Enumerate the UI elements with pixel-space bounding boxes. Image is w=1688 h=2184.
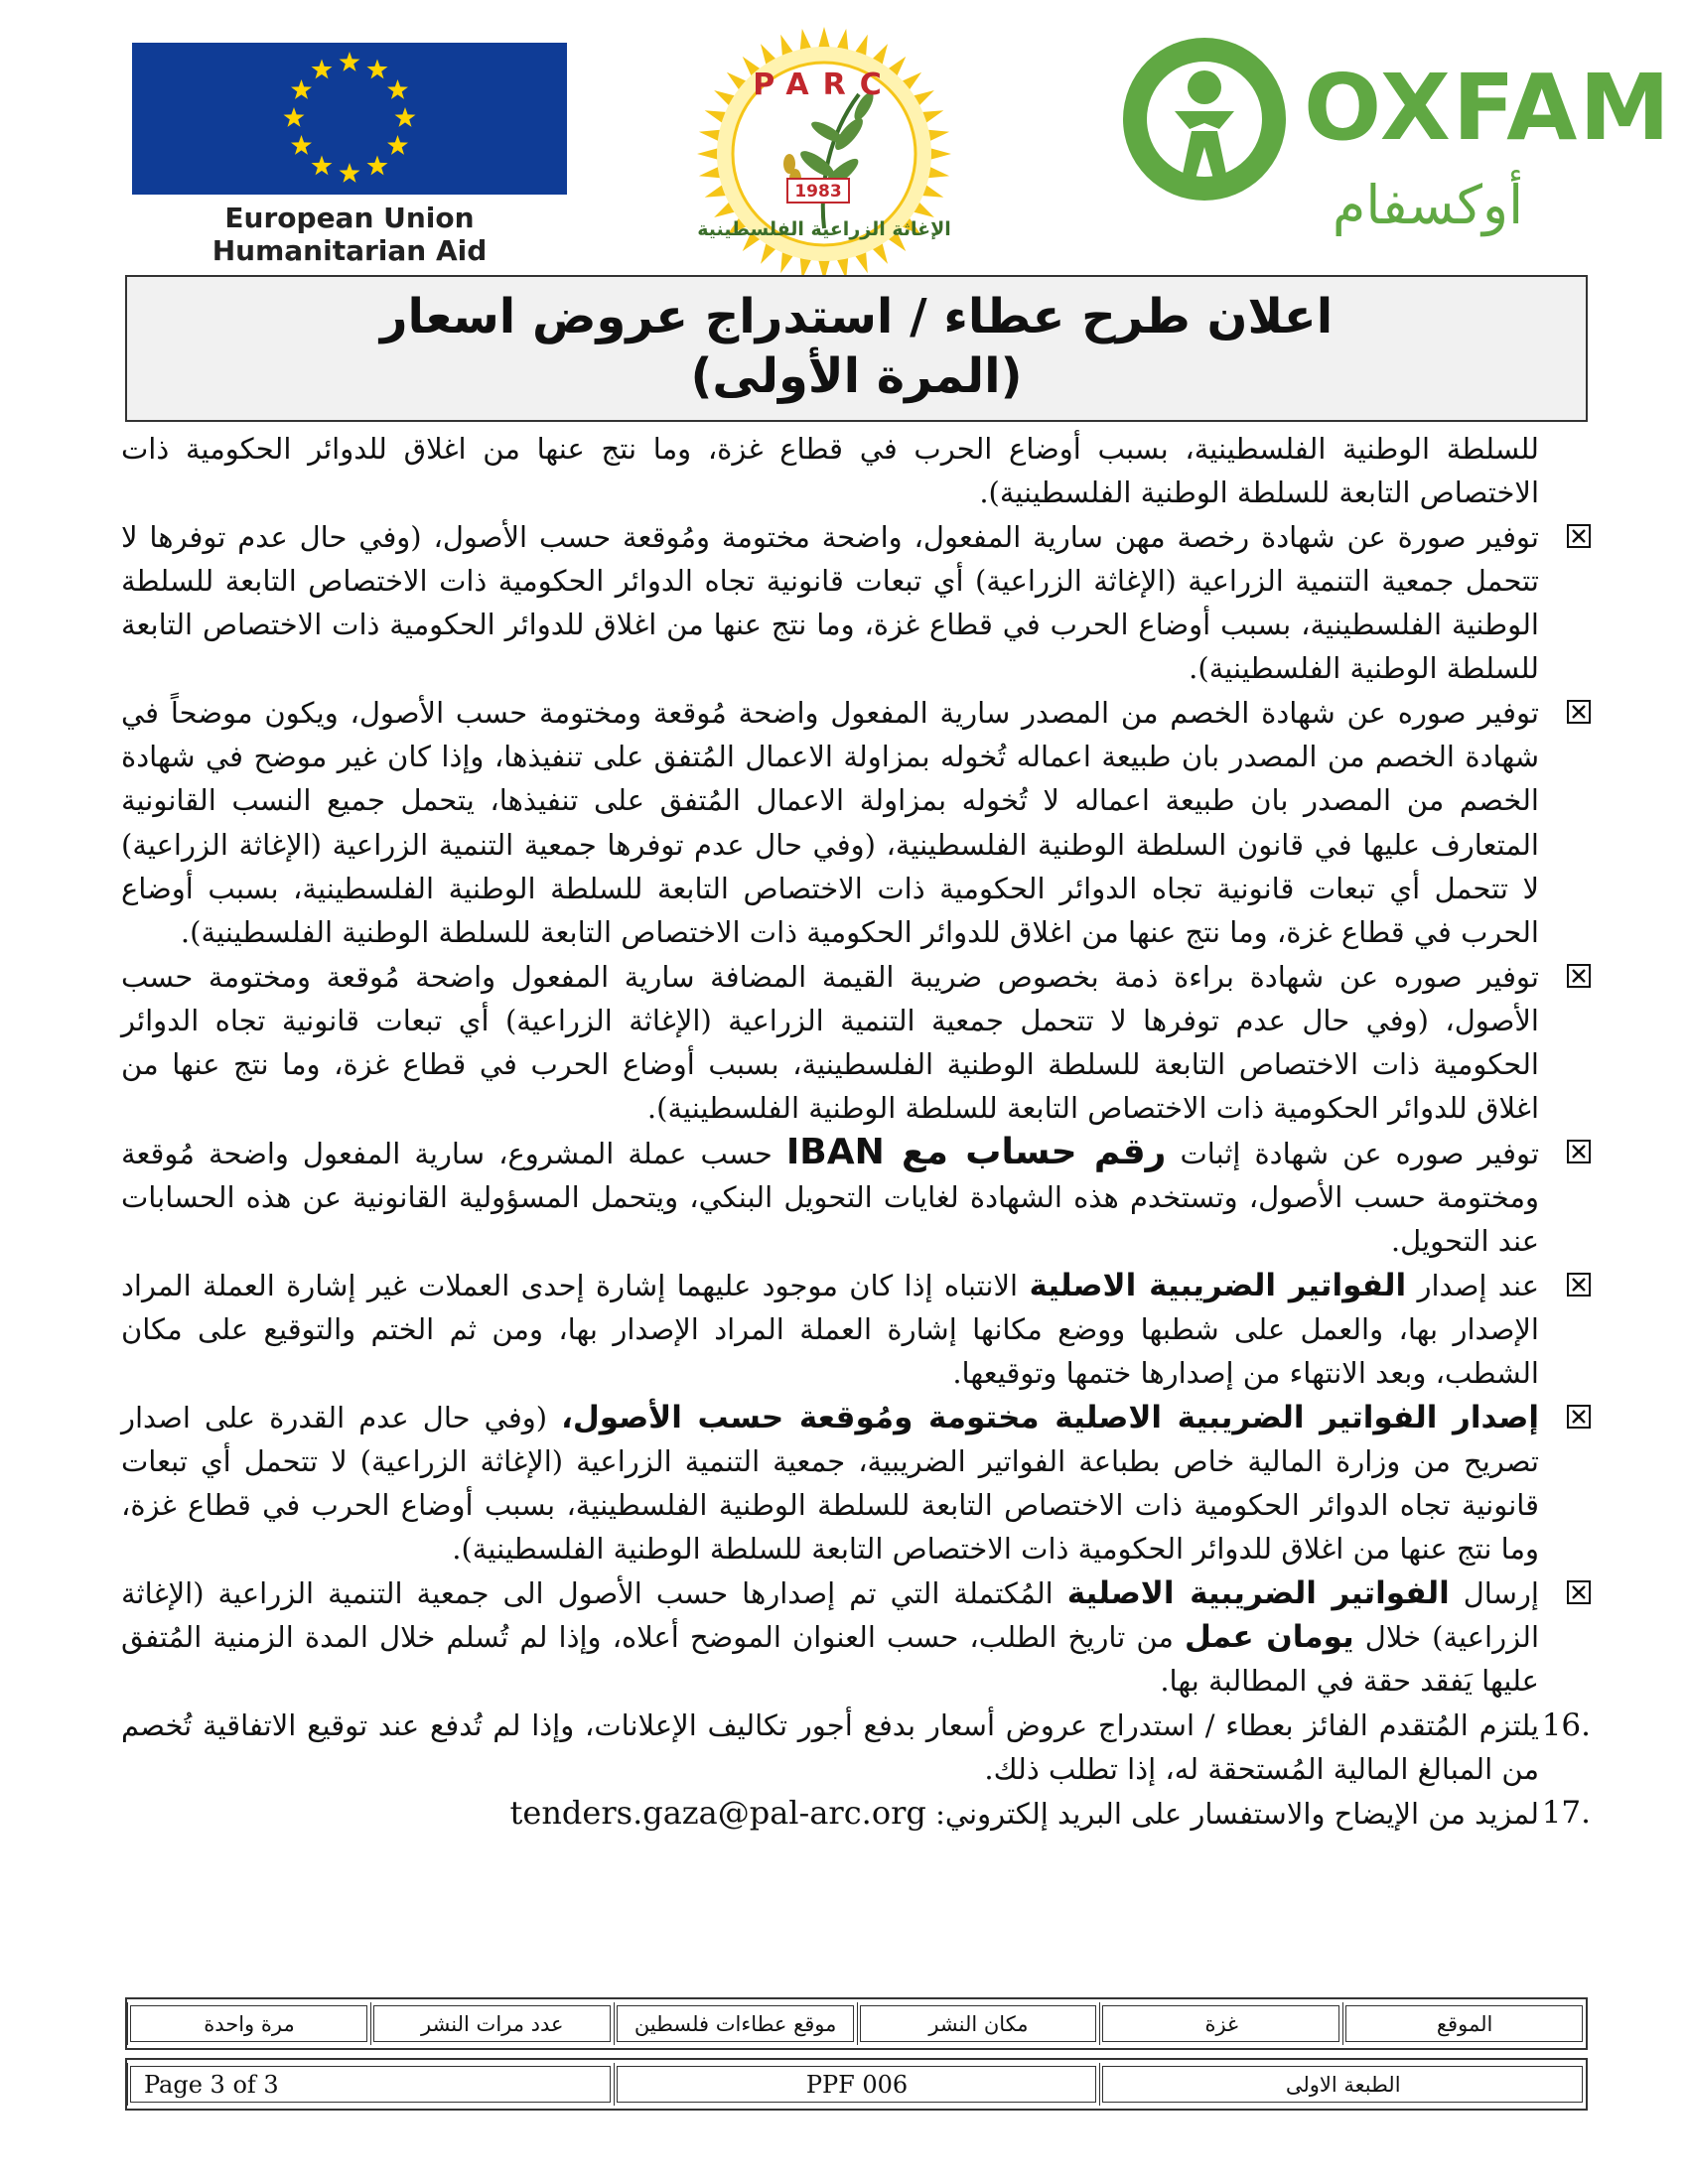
requirement-item-invoice-issue [121,1396,1591,1571]
eu-star-icon [291,135,312,155]
eu-stars-icon [132,43,567,195]
parc-letters: PARC [753,68,896,102]
requirement-text: الانتباه إذا كان موجود عليهما إشارة إحدى العملات غير إشارة العملة المراد الإصدار بها، والعمل على شطبها ووضع مكانها إشارة العملة المراد الإصدار بها، ومن ثم الختم والتوقيع على مكان الشطب، وبعد الانتهاء من إصدارها ختمها وتوقيعها. [121,1268,1539,1391]
requirement-text: توفير صوره عن شهادة الخصم من المصدر سارية المفعول واضحة مُوقعة ومختومة حسب الأصول، ويكون موضحاً في شهادة الخصم من المصدر بان طبيعة اعماله تُخوله بمزاولة الاعمال المُتفق على تنفيذها، وإذا كان غير موضح في شهادة الخصم من المصدر بان طبيعة اعماله لا تُخوله بمزاولة الاعمال المُتفق على تنفيذها، يتحمل جميع النسب القانونية المتعارف عليها في قانون السلطة الوطنية الفلسطينية، (وفي حال عدم توفرها جمعية التنمية الزراعية (الإغاثة الزراعية) لا تتحمل أي تبعات قانونية تجاه الدوائر الحكومية ذات الاختصاص التابعة للسلطة الوطنية الفلسطينية، بسبب أوضاع الحرب في قطاع غزة، وما نتج عنها من اغلاق للدوائر الحكومية ذات الاختصاص التابعة للسلطة الوطنية الفلسطينية). [121,695,1539,950]
requirement-item-vat-clearance [121,955,1591,1131]
requirement-text: إرسال [1463,1575,1539,1610]
parc-year: 1983 [794,182,842,202]
requirement-item-iban [121,1131,1591,1264]
footer-cell-publish-place-label: مكان النشر [857,2002,1100,2045]
requirement-emphasis: الفواتير الضريبية الاصلية [1066,1574,1450,1611]
requirement-emphasis: يومان عمل [1185,1619,1354,1656]
requirement-text: توفير صورة عن شهادة رخصة مهن سارية المفعول، واضحة مختومة ومُوقعة حسب الأصول، (وفي حال عدم توفرها لا تتحمل جمعية التنمية الزراعية (الإغاثة الزراعية) أي تبعات قانونية تجاه الدوائر الحكومية ذات الاختصاص التابعة للسلطة الوطنية الفلسطينية، بسبب أوضاع الحرب في قطاع غزة، وما نتج عنها من اغلاق للدوائر الحكومية ذات الاختصاص التابعة للسلطة الوطنية الفلسطينية). [121,519,1539,686]
checked-box-icon [1567,964,1591,988]
footer-document-row [125,2058,1588,2111]
requirement-emphasis: إصدار الفواتير الضريبية الاصلية مختومة ومُوقعة حسب الأصول، [561,1399,1539,1435]
announcement-title: اعلان طرح عطاء / استدراج عروض اسعار [379,289,1334,344]
footer-page-number: Page 3 of 3 [127,2063,614,2106]
footer-edition: الطبعة الاولى [1099,2063,1586,2106]
requirement-text: المُكتملة التي تم إصدارها حسب الأصول الى جمعية التنمية الزراعية (الإغاثة الزراعية) خلال [121,1575,1540,1655]
contact-email-link[interactable]: tenders.gaza@pal-arc.org [509,1794,926,1833]
header-logos [0,0,1688,273]
footer-cell-publish-count-label: عدد مرات النشر [370,2002,614,2045]
eu-star-icon [312,60,333,79]
eu-star-icon [340,52,360,71]
announcement-subtitle: (المرة الأولى) [690,348,1023,404]
footer-cell-publish-place-value: موقع عطاءات فلسطين [614,2002,857,2045]
announcement-title-box [125,275,1588,422]
checked-box-icon [1567,1580,1591,1604]
oxfam-wordmark: OXFAM [1304,55,1672,161]
continued-paragraph: للسلطة الوطنية الفلسطينية، بسبب أوضاع الحرب في قطاع غزة، وما نتج عنها من اغلاق للدوائر الحكومية ذات الاختصاص التابعة للسلطة الوطنية الفلسطينية). [121,432,1539,510]
parc-sun-emblem-icon [621,25,1028,283]
numbered-item-16 [121,1704,1591,1792]
footer-doc-code: PPF 006 [614,2063,1100,2106]
item-number: 17. [1541,1795,1591,1832]
eu-caption: European Union Humanitarian Aid [211,202,488,267]
requirement-item-invoice-currency [121,1264,1591,1396]
requirement-item-withholding-tax [121,691,1591,955]
footer-cell-location-value: غزة [1099,2002,1342,2045]
requirements-body [121,427,1591,1837]
footer-cell-location-label: الموقع [1342,2002,1586,2045]
eu-star-icon [312,156,333,176]
requirement-text: من تاريخ الطلب، حسب العنوان الموضح أعلاه، وإذا لم تُسلم خلال المدة الزمنية المُتفق عليها يَفقد حقة في المطالبة بها. [121,1620,1539,1699]
eu-star-icon [284,107,305,127]
requirement-text: عند إصدار [1417,1268,1540,1302]
requirement-text: (وفي حال عدم القدرة على اصدار تصريح من وزارة المالية خاص بطباعة الفواتير الضريبية، جمعية التنمية الزراعية (الإغاثة الزراعية) لا تتحمل أي تبعات قانونية تجاه الدوائر الحكومية ذات الاختصاص التابعة للسلطة الوطنية الفلسطينية، بسبب أوضاع الحرب في قطاع غزة، وما نتج عنها من اغلاق للدوائر الحكومية ذات الاختصاص التابعة للسلطة الوطنية الفلسطينية). [121,1400,1539,1567]
footer-publication-row [125,1997,1588,2050]
numbered-item-17 [121,1791,1591,1836]
requirement-item-invoice-send [121,1571,1591,1704]
eu-star-icon [387,79,408,99]
numbered-item-text: لمزيد من الإيضاح والاستفسار على البريد إلكتروني: [935,1797,1539,1832]
checked-box-icon [1567,1405,1591,1429]
eu-star-icon [395,107,416,127]
parc-arabic-name: الإغاثة الزراعية الفلسطينية [697,218,951,240]
requirement-text: حسب عملة المشروع، سارية المفعول واضحة مُوقعة ومختومة حسب الأصول، وتستخدم هذه الشهادة لغايات التحويل البنكي، ويتحمل المسؤولية القانونية عن هذه الحسابات عند التحويل. [121,1136,1539,1259]
eu-flag-logo [132,43,567,195]
oxfam-arabic-wordmark: أوكسفام [1332,174,1524,236]
eu-star-icon [340,163,360,183]
checked-box-icon [1567,1140,1591,1163]
requirement-item-license [121,515,1591,691]
eu-star-icon [291,79,312,99]
checked-box-icon [1567,1273,1591,1297]
eu-star-icon [367,60,388,79]
parc-logo [621,25,1028,283]
numbered-item-text: يلتزم المُتقدم الفائز بعطاء / استدراج عروض أسعار بدفع أجور تكاليف الإعلانات، وإذا لم تُدفع عند توقيع الاتفاقية تُخصم من المبالغ المالية المُستحقة له، إذا تطلب ذلك. [121,1707,1539,1786]
requirement-emphasis: رقم حساب مع IBAN [785,1131,1167,1172]
checked-box-icon [1567,700,1591,724]
requirement-emphasis: الفواتير الضريبية الاصلية [1029,1267,1407,1303]
eu-star-icon [387,135,408,155]
footer-cell-publish-count-value: مرة واحدة [127,2002,370,2045]
item-number: 16. [1541,1706,1591,1743]
requirement-text: توفير صوره عن شهادة إثبات [1180,1136,1540,1170]
requirement-text: توفير صوره عن شهادة براءة ذمة بخصوص ضريبة القيمة المضافة سارية المفعول واضحة مُوقعة ومختومة حسب الأصول، (وفي حال عدم توفرها لا تتحمل جمعية التنمية الزراعية (الإغاثة الزراعية) أي تبعات قانونية تجاه الدوائر الحكومية ذات الاختصاص التابعة للسلطة الوطنية الفلسطينية، بسبب أوضاع الحرب في قطاع غزة، وما نتج عنها من اغلاق للدوائر الحكومية ذات الاختصاص التابعة للسلطة الوطنية الفلسطينية). [121,959,1539,1126]
checked-box-icon [1567,524,1591,548]
eu-star-icon [367,156,388,176]
oxfam-symbol-icon [1120,20,1294,218]
oxfam-logo [1120,15,1672,253]
